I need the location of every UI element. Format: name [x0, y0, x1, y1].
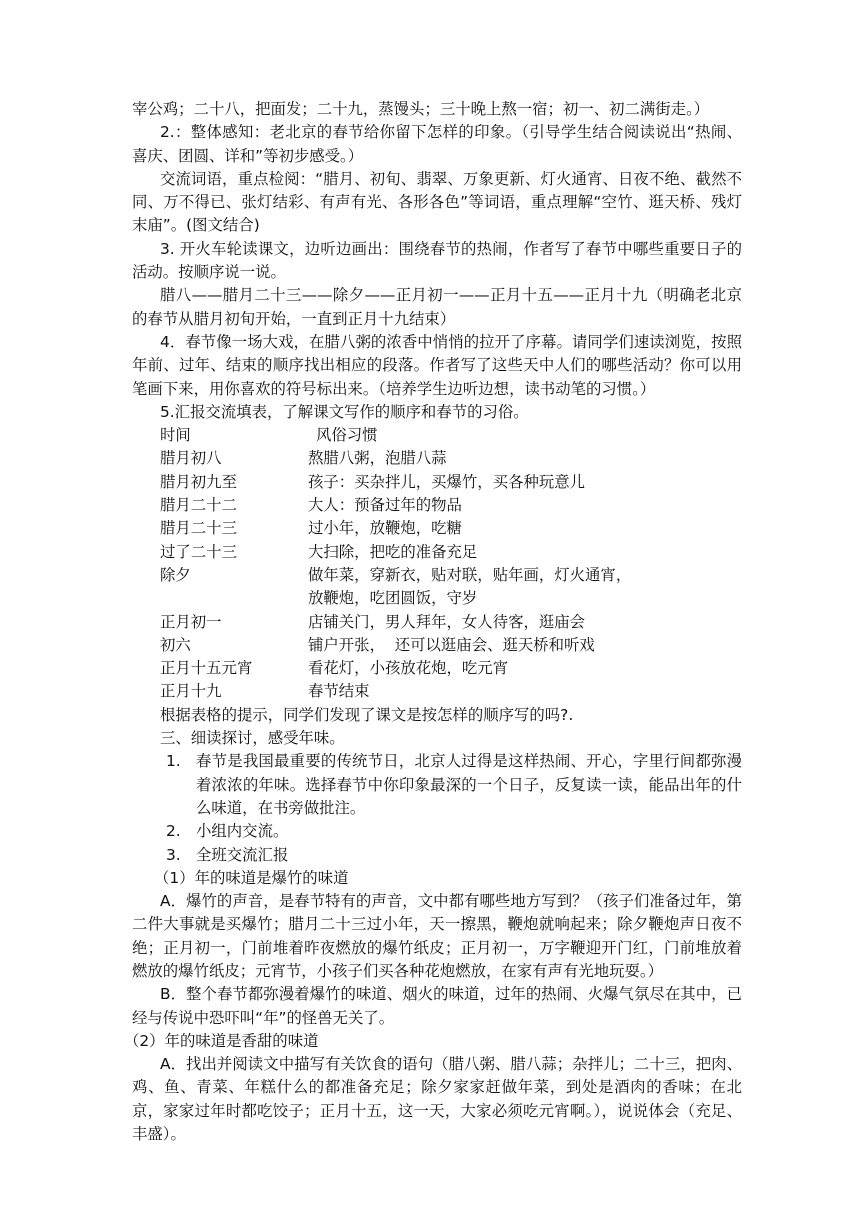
paragraph-train-reading: 3. 开火车轮读课文，边听边画出：围绕春节的热闹，作者写了春节中哪些重要日子的活动。按顺序说一说。: [132, 239, 742, 282]
table-cell-custom: 看花灯，小孩放花炮，吃元宵: [308, 659, 509, 678]
paragraph-date-sequence: 腊八——腊月二十三——除夕——正月初一——正月十五——正月十九（明确老北京的春节从腊月初旬开始，一直到正月十九结束）: [132, 286, 742, 328]
table-cell-time: 正月十五元宵: [160, 659, 253, 678]
section-3-list: [132, 750, 742, 866]
table-cell-custom: 大扫除，把吃的准备充足: [308, 542, 478, 561]
table-row: [132, 587, 742, 610]
customs-table: [132, 424, 742, 704]
table-row: [132, 680, 742, 703]
table-cell-time: 除夕: [160, 565, 191, 584]
table-row: [132, 541, 742, 564]
table-cell-time: 腊月初九至: [160, 472, 237, 491]
table-header-custom: 风俗习惯: [316, 426, 378, 445]
section-3-heading: 三、细读探讨，感受年味。: [160, 729, 345, 748]
list-item-number: 2.: [166, 822, 181, 841]
subsection-1-point-b: B．整个春节都弥漫着爆竹的味道、烟火的味道，过年的热闹、火爆气氛尽在其中，已经与传说中恐吓叫“年”的怪兽无关了。: [132, 985, 742, 1027]
subsection-2-heading: （2）年的味道是香甜的味道: [124, 1031, 319, 1050]
subsection-1-point-a: A．爆竹的声音，是春节特有的声音，文中都有哪些地方写到？（孩子们准备过年，第二件大事就是买爆竹；腊月二十三过小年，天一擦黑，鞭炮就响起来；除夕鞭炮声日夜不绝；正月初一，门前堆着昨夜燃放的爆竹纸皮；正月初一，万字鞭迎开门红，门前堆放着燃放的爆竹纸皮；元宵节，小孩子们买各种花炮燃放，在家有声有光地玩耍。）: [132, 892, 742, 980]
table-cell-custom: 春节结束: [308, 682, 370, 701]
list-item-number: 3.: [166, 845, 181, 864]
table-row: [132, 634, 742, 657]
table-row: [132, 611, 742, 634]
table-cell-custom: 过小年，放鞭炮，吃糖: [308, 519, 462, 538]
subsection-2-point-a: A．找出并阅读文中描写有关饮食的语句（腊八粥、腊八蒜；杂拌儿；二十三，把肉、鸡、鱼、青菜、年糕什么的都准备充足；除夕家家赶做年菜，到处是酒肉的香味；在北京，家家过年时都吃饺子；正月十五，这一天，大家必须吃元宵啊。），说说体会（充足、丰盛）。: [132, 1055, 742, 1144]
table-row: [132, 517, 742, 540]
table-cell-time: 正月初一: [160, 612, 222, 631]
paragraph-big-play: 4．春节像一场大戏，在腊八粥的浓香中悄悄的拉开了序幕。请同学们速读浏览，按照年前、过年、结束的顺序找出相应的段落。作者写了这些天中人们的哪些活动？你可以用笔画下来，用你喜欢的符号标出来。（培养学生边听边想，读书动笔的习惯。）: [132, 332, 742, 398]
table-cell-time: 腊月二十二: [160, 496, 237, 515]
table-cell-custom: 孩子：买杂拌儿，买爆竹，买各种玩意儿: [308, 472, 586, 491]
table-row: [132, 494, 742, 517]
table-cell-custom: 店铺关门，男人拜年，女人待客，逛庙会: [308, 612, 586, 631]
table-cell-custom: 大人：预备过年的物品: [308, 496, 462, 515]
paragraph-overall-impression: 2.：整体感知：老北京的春节给你留下怎样的印象。（引导学生结合阅读说出“热闹、喜庆、团圆、详和”等初步感受。）: [132, 123, 742, 165]
list-item-text: 小组内交流。: [196, 822, 289, 841]
paragraph-fill-table: 5.汇报交流填表，了解课文写作的顺序和春节的习俗。: [160, 402, 529, 421]
table-header-time: 时间: [160, 426, 191, 445]
list-item: [166, 820, 742, 843]
paragraph-vocabulary: 交流词语，重点检阅：“腊月、初旬、翡翠、万象更新、灯火通宵、日夜不绝、截然不同、万不得已、张灯结彩、有声有光、各形各色”等词语，重点理解“空竹、逛天桥、残灯末庙”。(图文结合): [132, 169, 742, 235]
table-row: [132, 471, 742, 494]
table-cell-custom: 铺户开张， 还可以逛庙会、逛天桥和听戏: [308, 635, 595, 654]
paragraph-table-question: 根据表格的提示，同学们发现了课文是按怎样的顺序写的吗?.: [160, 705, 574, 724]
table-cell-time: [132, 587, 308, 610]
list-item: [166, 750, 742, 820]
list-item-text: 全班交流汇报: [196, 845, 289, 864]
table-row: [132, 657, 742, 680]
table-header-row: [132, 424, 742, 447]
list-item-number: 1.: [166, 752, 181, 771]
table-cell-time: 过了二十三: [160, 542, 237, 561]
table-cell-time: 腊月二十三: [160, 519, 237, 538]
table-cell-custom: 放鞭炮，吃团圆饭，守岁: [308, 589, 478, 608]
list-item-text: 春节是我国最重要的传统节日，北京人过得是这样热闹、开心，字里行间都弥漫着浓浓的年味。选择春节中你印象最深的一个日子，反复读一读，能品出年的什么味道，在书旁做批注。: [196, 752, 742, 817]
subsection-1-heading: （1）年的味道是爆竹的味道: [154, 868, 349, 887]
table-row: [132, 564, 742, 587]
list-item: [166, 844, 742, 867]
table-cell-time: 正月十九: [160, 682, 222, 701]
table-cell-custom: 做年菜，穿新衣，贴对联，贴年画，灯火通宵，: [308, 565, 632, 584]
table-cell-custom: 熬腊八粥，泡腊八蒜: [308, 449, 447, 468]
paragraph-rhyme-end: 宰公鸡；二十八，把面发；二十九，蒸馒头；三十晚上熬一宿；初一、初二满街走。）: [132, 100, 710, 118]
table-cell-time: 初六: [160, 635, 191, 654]
document-page: [124, 98, 742, 1146]
table-row: [132, 447, 742, 470]
table-cell-time: 腊月初八: [160, 449, 222, 468]
